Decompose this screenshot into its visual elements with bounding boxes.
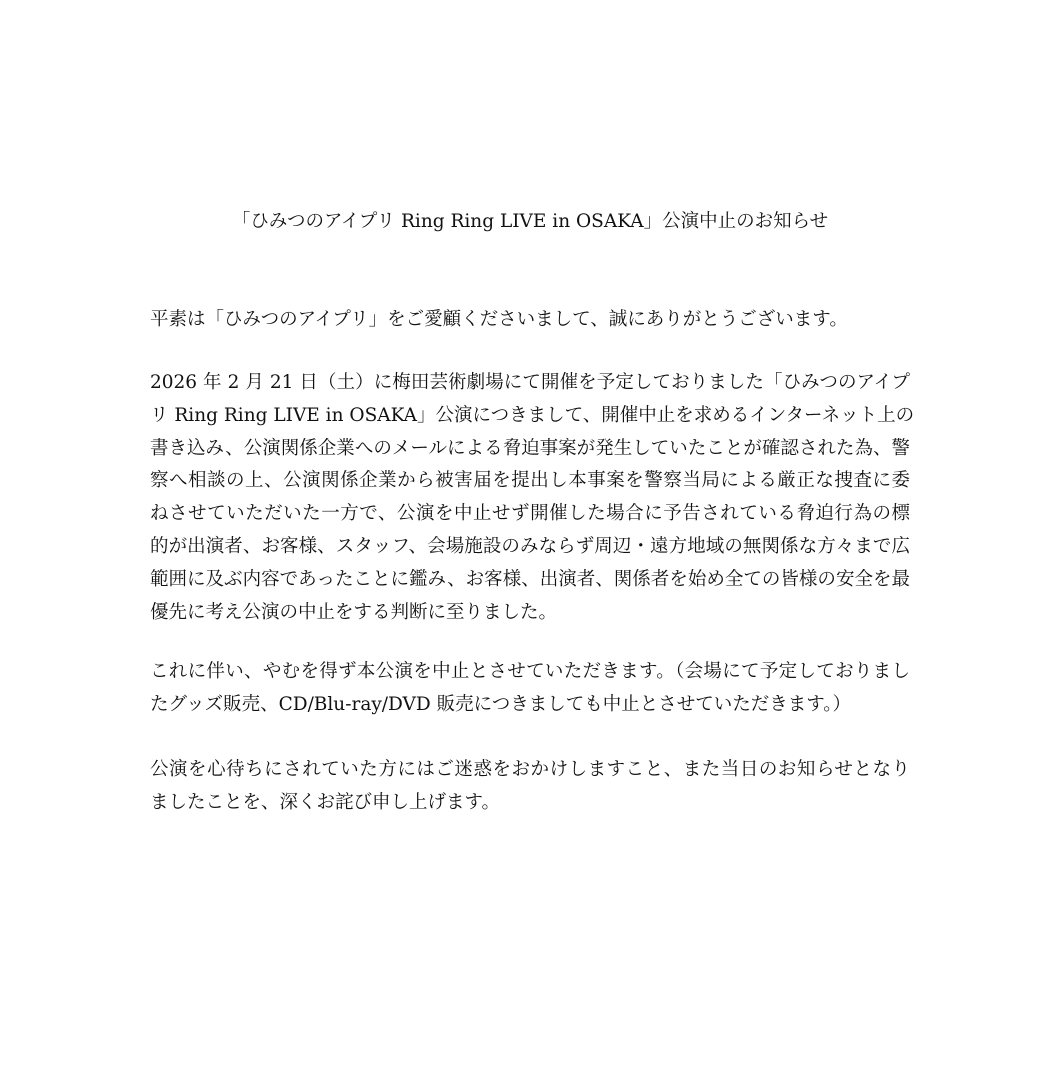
paragraph-line: たグッズ販売、CD/Blu-ray/DVD 販売につきましても中止とさせていただきます。）: [150, 693, 852, 715]
paragraph-line: ましたことを、深くお詫び申し上げます。: [150, 791, 501, 813]
cancellation-reason-paragraph: [150, 367, 915, 629]
notice-title: 「ひみつのアイプリ Ring Ring LIVE in OSAKA」公演中止のお知らせ: [231, 211, 829, 232]
paragraph-line: リ Ring Ring LIVE in OSAKA」公演につきまして、開催中止を求めるインターネット上の: [150, 404, 915, 426]
paragraph-line: 的が出演者、お客様、スタッフ、会場施設のみならず周辺・遠方地域の無関係な方々まで広: [150, 535, 910, 557]
paragraph-line: 2026 年 2 月 21 日（土）に梅田芸術劇場にて開催を予定しておりました「ひみつのアイプ: [150, 372, 910, 393]
paragraph-line: 平素は「ひみつのアイプリ」をご愛顧くださいまして、誠にありがとうございます。: [150, 309, 848, 330]
paragraph-line: これに伴い、やむを得ず本公演を中止とさせていただきます。（会場にて予定しておりまし: [150, 661, 910, 682]
paragraph-line: 範囲に及ぶ内容であったことに鑑み、お客様、出演者、関係者を始め全ての皆様の安全を最: [150, 568, 910, 590]
paragraph-line: 察へ相談の上、公演関係企業から被害届を提出し本事案を警察当局による厳正な捜査に委: [150, 470, 910, 492]
apology-paragraph: [150, 754, 910, 820]
greeting-paragraph: [150, 304, 910, 337]
paragraph-line: 公演を心待ちにされていた方にはご迷惑をおかけしますこと、また当日のお知らせとなり: [150, 759, 910, 780]
paragraph-line: 書き込み、公演関係企業へのメールによる脅迫事案が発生していたことが確認された為、警: [150, 437, 910, 459]
paragraph-line: 優先に考え公演の中止をする判断に至りました。: [150, 601, 558, 623]
paragraph-line: ねさせていただいた一方で、公演を中止せず開催した場合に予告されている脅迫行為の標: [150, 503, 910, 525]
merchandise-cancellation-paragraph: [150, 656, 910, 722]
